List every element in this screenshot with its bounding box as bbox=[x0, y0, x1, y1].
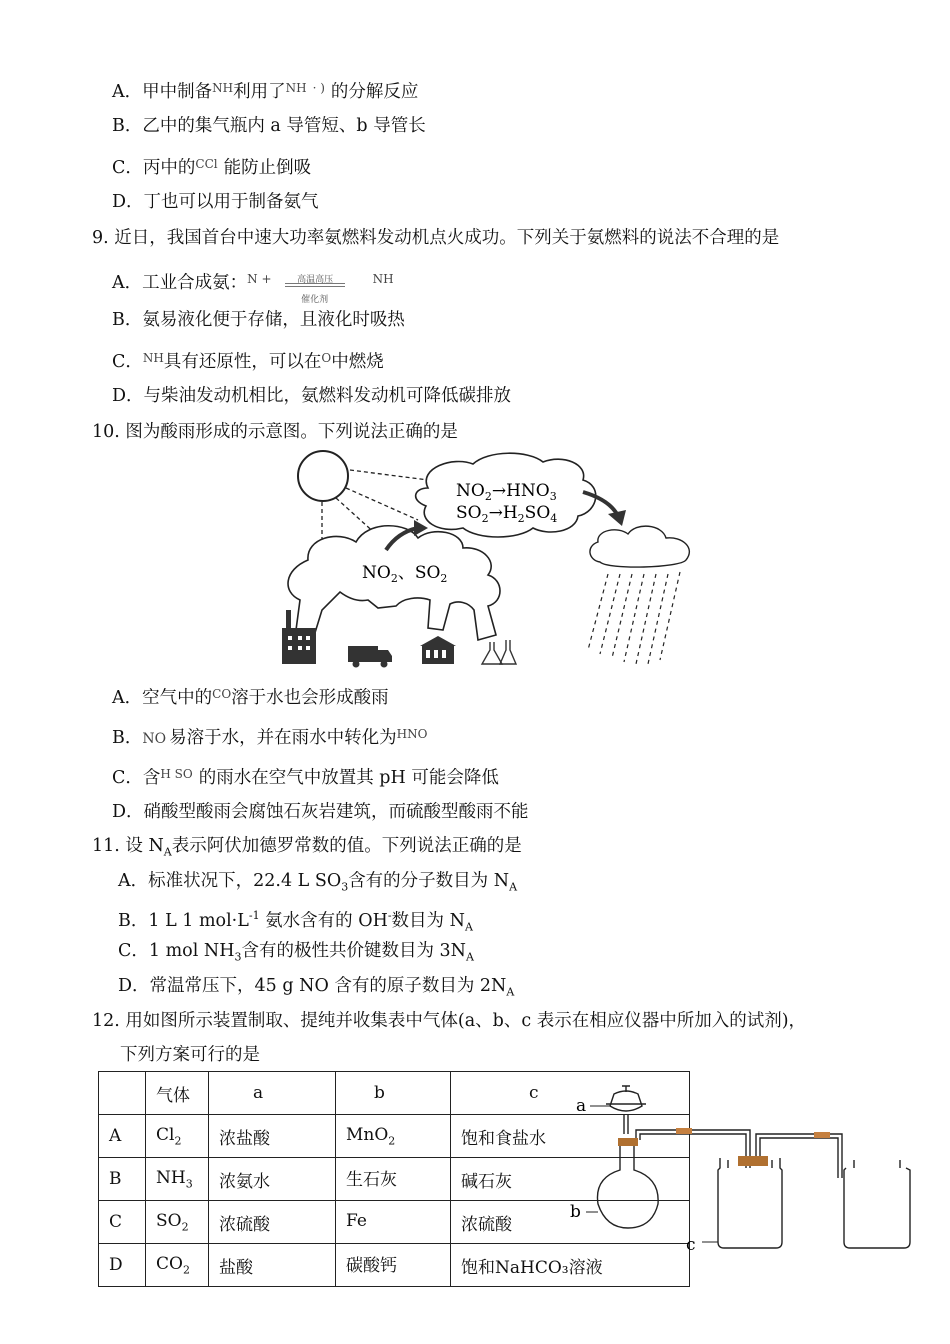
q10-option-d: D．硝酸型酸雨会腐蚀石灰岩建筑，而硫酸型酸雨不能 bbox=[112, 802, 529, 822]
q11-option-b: B．1 L 1 $mol\cdot L^{-1}$ 氨水含有的 OH-数目为 $N_A$ bbox=[118, 909, 473, 934]
gas-apparatus-diagram bbox=[570, 1078, 920, 1268]
q10-option-b: B．NO 易溶于水，并在雨水中转化为$^{HNO}$ bbox=[112, 727, 428, 748]
label-b: b bbox=[570, 1202, 581, 1222]
reaction-condition: 高温高压 催化剂 bbox=[277, 274, 367, 294]
wash-bottle bbox=[718, 1158, 782, 1248]
lab-flask-icon bbox=[482, 640, 516, 664]
reaction-label-1: $NO_2\to HNO_3$ bbox=[456, 481, 557, 503]
table-header bbox=[99, 1072, 146, 1115]
q9-option-a: A．工业合成氨：$^{N +}$ 高温高压 催化剂 $^{NH}$ bbox=[112, 272, 394, 305]
table-header: a bbox=[209, 1072, 336, 1115]
q10-stem: 10. 图为酸雨形成的示意图。下列说法正确的是 bbox=[92, 422, 458, 442]
q9-option-c: C．$^{NH}$具有还原性，可以在$^O$中燃烧 bbox=[112, 351, 384, 372]
label-a: a bbox=[576, 1096, 587, 1116]
q8-option-c: C．丙中的$^{CCl}$ 能防止倒吸 bbox=[112, 157, 312, 178]
table-row: B $NH_3$ 浓氨水 生石灰 碱石灰 bbox=[99, 1158, 690, 1201]
label-c: c bbox=[686, 1235, 696, 1255]
q11-stem: 11. 设 $N_A$表示阿伏加德罗常数的值。下列说法正确的是 bbox=[92, 836, 522, 859]
q8-option-d: D．丁也可以用于制备氨气 bbox=[112, 192, 319, 212]
table-header: 气体 bbox=[146, 1072, 209, 1115]
sun-icon bbox=[298, 451, 348, 501]
table-row: C $SO_2$ 浓硫酸 Fe 浓硫酸 bbox=[99, 1201, 690, 1244]
round-bottom-flask bbox=[597, 1138, 658, 1228]
q10-option-c: C．含$^{H SO}$ 的雨水在空气中放置其 pH 可能会降低 bbox=[112, 767, 499, 788]
collection-bottle bbox=[844, 1168, 910, 1248]
rubber-connector bbox=[676, 1128, 692, 1134]
q10-option-a: A．空气中的$^{CO}$溶于水也会形成酸雨 bbox=[112, 687, 389, 708]
bottle-stopper bbox=[738, 1156, 768, 1166]
q9-option-d: D．与柴油发动机相比，氨燃料发动机可降低碳排放 bbox=[112, 386, 512, 406]
rubber-connector bbox=[814, 1132, 830, 1138]
table-row: D $CO_2$ 盐酸 碳酸钙 饱和NaHCO₃溶液 bbox=[99, 1244, 690, 1287]
house-icon bbox=[420, 636, 456, 664]
q9-stem: 9. 近日，我国首台中速大功率氨燃料发动机点火成功。下列关于氨燃料的说法不合理的是 bbox=[92, 228, 780, 248]
q12-stem: 12. 用如图所示装置制取、提纯并收集表中气体(a、b、c 表示在相应仪器中所加入的试剂)， bbox=[92, 1011, 807, 1031]
rain-drops bbox=[588, 572, 680, 664]
table-header: c bbox=[451, 1072, 690, 1115]
q9-option-b: B．氨易液化便于存储，且液化时吸热 bbox=[112, 310, 405, 330]
q11-option-c: C．1 mol $NH_3$含有的极性共价键数目为 $3N_A$ bbox=[118, 941, 474, 964]
reaction-label-2: $SO_2\to H_2SO_4$ bbox=[456, 503, 558, 525]
pollutant-label: $NO_2$、$SO_2$ bbox=[362, 563, 448, 585]
flask-stopper bbox=[618, 1138, 638, 1146]
table-row: A $Cl_2$ 浓盐酸 MnO$_2$ 饱和食盐水 bbox=[99, 1115, 690, 1158]
rain-cloud bbox=[590, 526, 689, 567]
q11-option-a: A．标准状况下，22.4 L $SO_3$含有的分子数目为 $N_A$ bbox=[118, 871, 518, 894]
q8-option-b: B．乙中的集气瓶内 a 导管短、b 导管长 bbox=[112, 116, 426, 136]
q12-stem-2: 下列方案可行的是 bbox=[120, 1045, 260, 1065]
q8-option-a: A．甲中制备$^{NH}$利用了$^{NH}$ · ) 的分解反应 bbox=[112, 81, 419, 102]
q11-option-d: D．常温常压下，45 g NO 含有的原子数目为 $2N_A$ bbox=[118, 976, 515, 999]
separatory-funnel bbox=[610, 1091, 642, 1111]
table-header: b bbox=[336, 1072, 451, 1115]
acid-rain-diagram bbox=[278, 450, 698, 670]
truck-icon bbox=[348, 646, 392, 668]
